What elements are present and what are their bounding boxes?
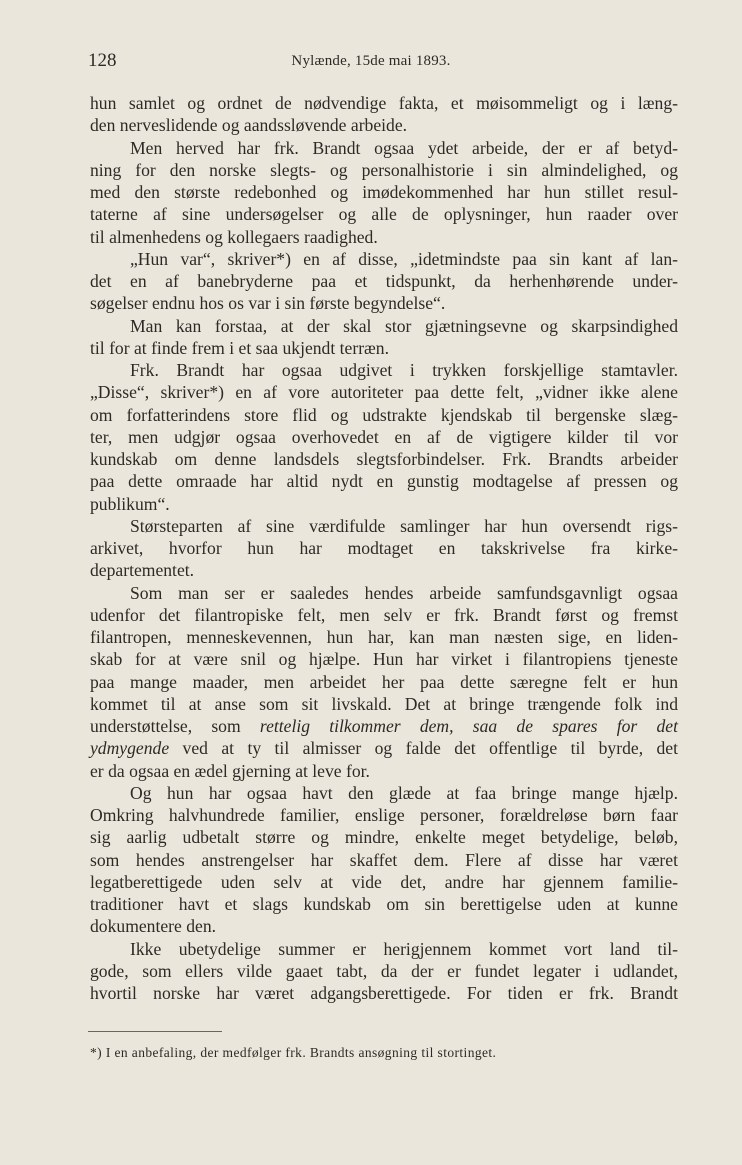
text-line: dokumentere den. [90,916,217,937]
text-line: hun samlet og ordnet de nødvendige fakta, et møisommeligt og i læng- [90,93,678,113]
text-line: „Hun var“, skriver*) en af disse, „idetmindste paa sin kant af lan- [130,248,678,269]
text-line [90,715,678,737]
running-head: Nylænde, 15de mai 1893. [291,53,451,69]
text-line: er da ogsaa en ædel gjerning at leve for. [90,760,370,781]
italic-text: ydmygende [90,738,170,759]
text-line: som hendes anstrengelser har skaffet dem. Flere af disse har været [90,849,678,870]
text-line: traditioner havt et slags kundskab om sin berettigelse uden at kunne [90,894,678,914]
text-line: det en af banebryderne paa et tidspunkt, da herhenhørende under- [90,271,678,291]
text-line: ter, men udgjør ogsaa overhovedet en af de vigtigere kilder til vor [90,426,678,447]
text-line: hvortil norske har været adgangsberettigede. For tiden er frk. Brandt [90,983,678,1003]
text-line: Man kan forstaa, at der skal stor gjætningsevne og skarpsindighed [130,315,678,336]
text-line: Omkring halvhundrede familier, enslige personer, forældreløse børn faar [90,805,678,825]
text-line: gode, som ellers vilde gaaet tabt, da der er fundet legater i udlandet, [90,960,678,981]
text-line: Ikke ubetydelige summer er herigjennem kommet vort land til- [130,938,678,959]
text-line: Og hun har ogsaa havt den glæde at faa bringe mange hjælp. [130,782,678,803]
page-number: 128 [88,50,117,71]
text-line: sig aarlig udbetalt større og mindre, enkelte meget betydelige, beløb, [90,827,678,848]
text-line: Frk. Brandt har ogsaa udgivet i trykken forskjellige stamtavler. [130,360,678,380]
text-line: legatberettigede uden selv at vide det, andre har gjennem familie- [90,871,678,892]
text-line: søgelser endnu hos os var i sin første begyndelse“. [90,293,446,314]
text-line: med den største redebonhed og imødekommenhed har hun stillet resul- [90,182,678,202]
text-line: den nerveslidende og aandssløvende arbeide. [90,115,408,136]
text-line: kundskab om denne landsdels slegtsforbindelser. Frk. Brandts arbeider [90,449,678,469]
text-line: til for at finde frem i et saa ukjendt terræn. [90,337,389,358]
text-line: arkivet, hvorfor hun har modtaget en takskrivelse fra kirke- [90,538,678,558]
text-segment: understøttelse, som [90,716,241,736]
text-line: ning for den norske slegts- og personalhistorie i sin almindelighed, og [90,159,678,180]
body-text [90,92,678,1004]
italic-text: rettelig tilkommer dem, saa de spares for det [259,716,678,736]
text-line [90,737,678,759]
text-line: „Disse“, skriver*) en af vore autoriteter paa dette felt, „vidner ikke alene [90,382,678,403]
footnote: *) I en anbefaling, der medfølger frk. Brandts ansøgning til stortinget. [90,1045,497,1060]
text-line: Størsteparten af sine værdifulde samlinger har hun oversendt rigs- [130,515,678,536]
text-line: til almenhedens og kollegaers raadighed. [90,226,378,247]
text-line: paa mange maader, men arbeidet her paa dette særegne felt er hun [90,671,678,692]
text-line: departementet. [90,560,195,581]
text-line: filantropen, menneskevennen, hun har, kan man næsten sige, en liden- [90,627,678,647]
text-line: Men herved har frk. Brandt ogsaa ydet arbeide, der er af betyd- [130,137,678,158]
text-line: om forfatterindens store flid og udstrakte kjendskab til bergenske slæg- [90,404,678,425]
text-line: skab for at være snil og hjælpe. Hun har virket i filantropiens tjeneste [90,649,678,670]
text-line: publikum“. [90,493,170,514]
footnote-divider [88,1031,222,1032]
text-line: Som man ser er saaledes hendes arbeide samfundsgavnligt ogsaa [130,582,678,603]
text-segment: ved at ty til almisser og falde det offentlige til byrde, det [182,738,678,759]
text-line: kommet til at anse som sit livskald. Det at bringe trængende folk ind [90,693,678,714]
text-line: taterne af sine undersøgelser og alle de oplysninger, hun raader over [90,204,678,225]
text-line: udenfor det filantropiske felt, men selv er frk. Brandt først og fremst [90,604,678,625]
text-line: paa dette omraade har altid nydt en gunstig modtagelse af pressen og [90,471,678,492]
